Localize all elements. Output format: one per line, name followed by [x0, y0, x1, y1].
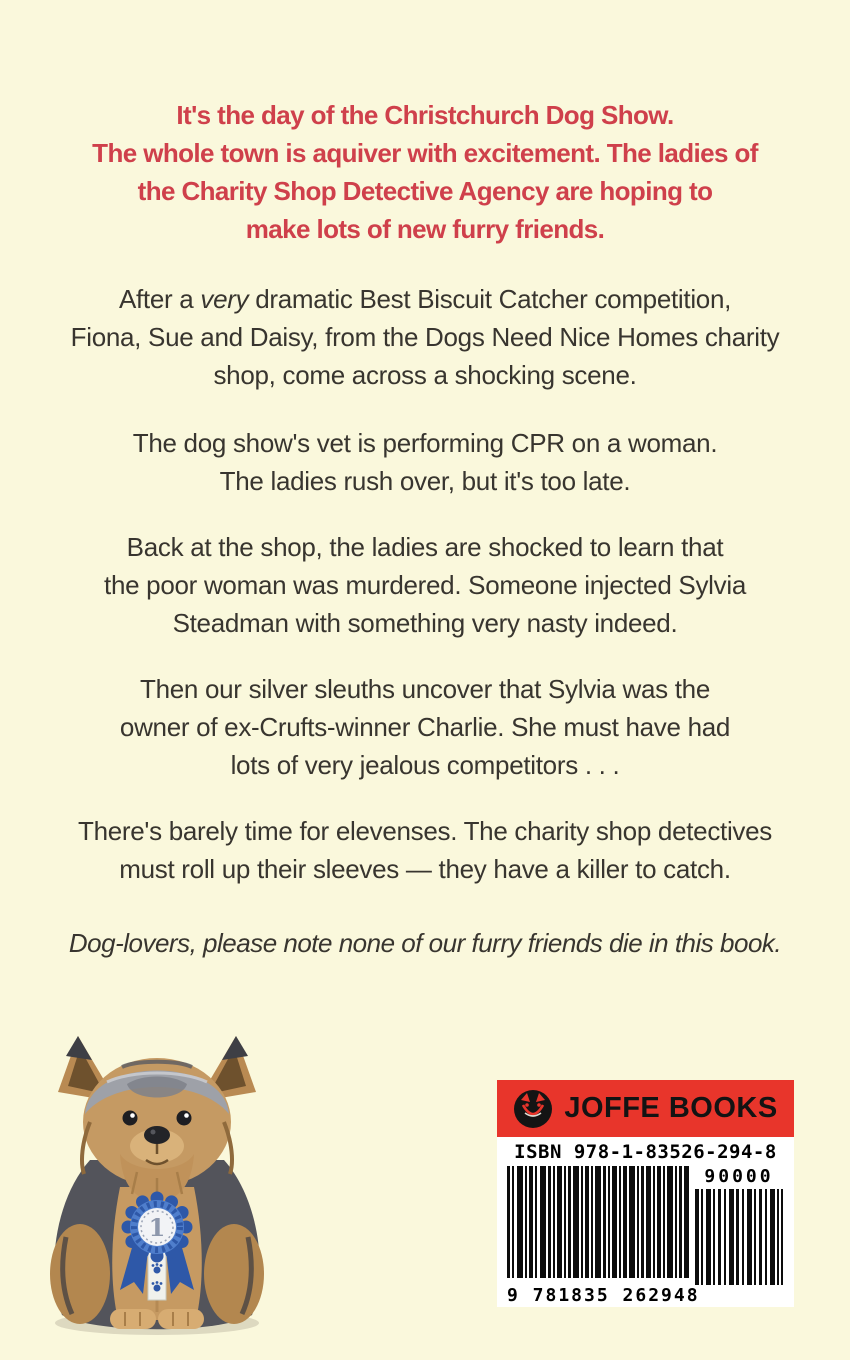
price-supplement-barcode: [694, 1166, 784, 1306]
supplement-barcode-bars: [695, 1189, 783, 1285]
blurb-paragraph-1: [40, 280, 810, 394]
fox-circle-icon: [513, 1089, 553, 1129]
tagline: [40, 96, 810, 248]
tagline-line-2: The whole town is aquiver with excitement. The ladies of: [92, 138, 758, 168]
blurb-paragraph-4: [40, 670, 810, 784]
blurb-p4-line-1: Then our silver sleuths uncover that Sylvia was the: [140, 674, 710, 704]
isbn-label: ISBN 978-1-83526-294-8: [514, 1141, 777, 1163]
tagline-line-3: the Charity Shop Detective Agency are hoping to: [137, 176, 713, 206]
ear-tip: [222, 1036, 248, 1060]
rosette-number: 1: [148, 1213, 166, 1242]
note-line: Dog-lovers, please note none of our furry friends die in this book.: [68, 928, 782, 958]
blurb-p5-line-1: There's barely time for elevenses. The charity shop detectives: [77, 816, 772, 846]
dog-paw-right: [158, 1309, 204, 1329]
blurb-p5-line-2: must roll up their sleeves — they have a killer to catch.: [119, 854, 731, 884]
tagline-line-4: make lots of new furry friends.: [245, 214, 605, 244]
dog-haunch-left: [50, 1224, 110, 1324]
publisher-block: [497, 1080, 794, 1307]
eye-highlight: [130, 1113, 135, 1118]
dog-haunch-right: [204, 1224, 264, 1324]
dog-eye-left: [123, 1111, 138, 1126]
dog-lovers-note: [40, 924, 810, 962]
ean-barcode-bars: [507, 1166, 691, 1278]
barcode-box: [497, 1137, 794, 1307]
ean-barcode: [507, 1166, 700, 1306]
blurb-p2-line-1: The dog show's vet is performing CPR on a woman.: [132, 428, 718, 458]
blurb-p4-line-2: owner of ex-Crufts-winner Charlie. She must have had: [119, 712, 731, 742]
nose-highlight: [151, 1130, 156, 1135]
dog-paw-left: [110, 1309, 156, 1329]
blurb-p1-line-3: shop, come across a shocking scene.: [213, 360, 637, 390]
blurb-p3-line-1: Back at the shop, the ladies are shocked to learn that: [126, 532, 724, 562]
blurb-paragraph-5: [40, 812, 810, 888]
eye-highlight: [184, 1113, 189, 1118]
blurb-p1-emphasis: very: [200, 284, 249, 314]
blurb-paragraph-3: [40, 528, 810, 642]
blurb-p1-pre: After a: [118, 284, 201, 314]
price-code: 90000: [704, 1166, 774, 1187]
blurb-p1-line-2: Fiona, Sue and Daisy, from the Dogs Need Nice Homes charity: [70, 322, 780, 352]
dog-eye-right: [177, 1111, 192, 1126]
publisher-banner: [497, 1080, 794, 1137]
publisher-name: JOFFE BOOKS: [564, 1092, 778, 1124]
blurb-p4-line-3: lots of very jealous competitors . . .: [230, 750, 620, 780]
barcode-row: [505, 1166, 786, 1306]
blurb-p1-line-1: [40, 280, 810, 318]
tagline-line-1: It's the day of the Christchurch Dog Show.: [176, 100, 674, 130]
blurb-p2-line-2: The ladies rush over, but it's too late.: [219, 466, 631, 496]
blurb-p3-line-3: Steadman with something very nasty indeed.: [172, 608, 678, 638]
blurb-p3-line-2: the poor woman was murdered. Someone injected Sylvia: [104, 570, 746, 600]
dog-illustration: [22, 1022, 292, 1342]
dog-nose: [144, 1126, 170, 1144]
ear-tip: [66, 1036, 92, 1060]
blurb-p1-post: dramatic Best Biscuit Catcher competition,: [248, 284, 732, 314]
blurb-paragraph-2: [40, 424, 810, 500]
ean-digits: 9 781835 262948: [507, 1285, 700, 1306]
